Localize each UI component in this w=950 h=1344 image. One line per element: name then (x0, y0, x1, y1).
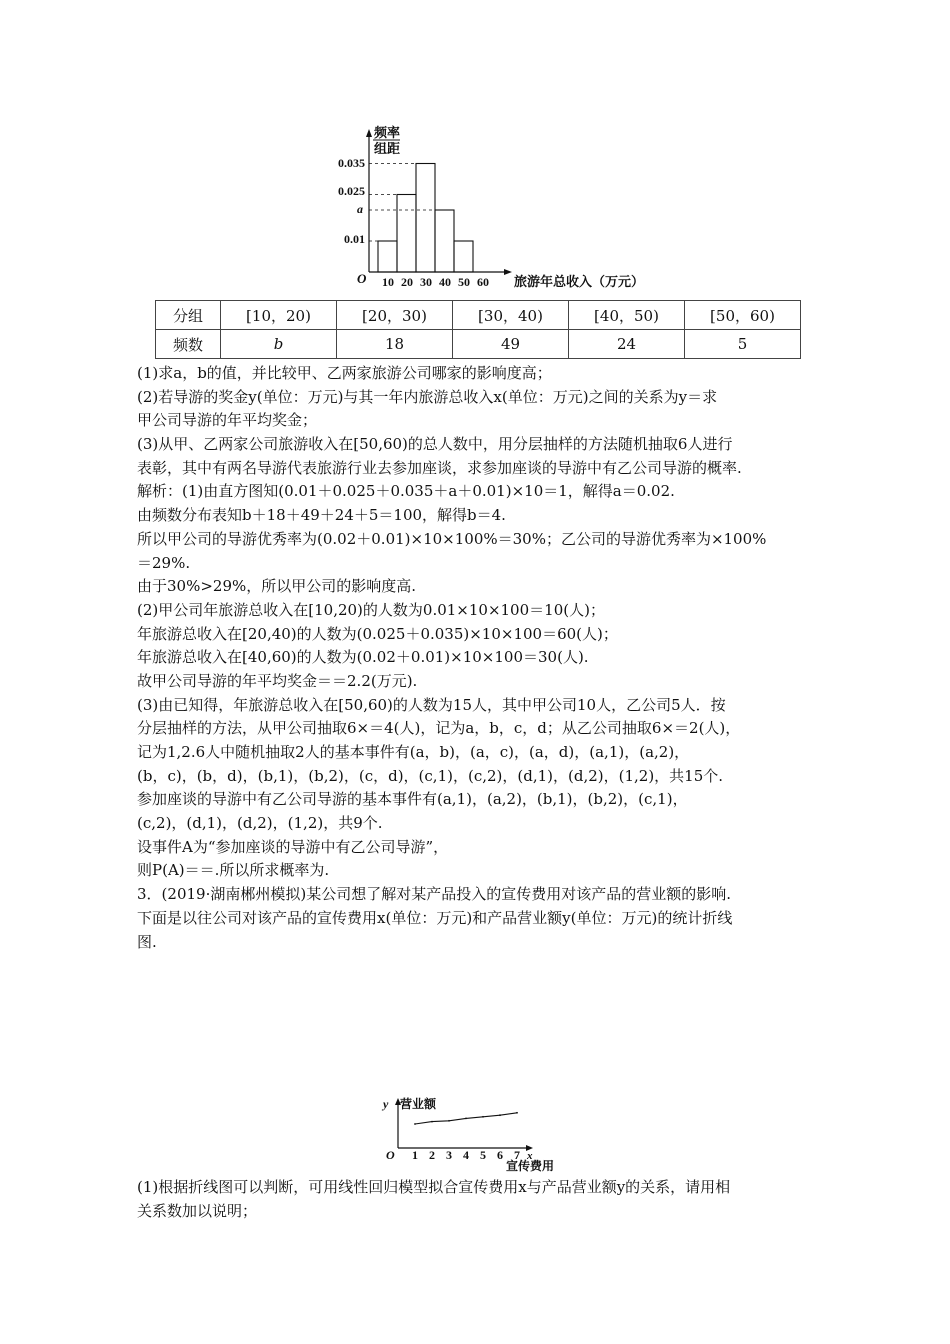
hist-tick-x-4: 50 (458, 275, 470, 289)
problem-3-line-2: 下面是以往公司对该产品的宣传费用x(单位：万元)和产品营业额y(单位：万元)的统计折线 (137, 908, 733, 927)
sales-line-chart (378, 1090, 578, 1173)
hist-x-label: 旅游年总收入（万元） (514, 274, 645, 289)
hist-bar (435, 210, 454, 272)
hist-tick-y-2: a (357, 202, 363, 216)
table-cell: [10，20) (221, 301, 337, 330)
table-cell: [20，30) (337, 301, 453, 330)
line-tick-x-1: 2 (429, 1148, 435, 1162)
solution-text (137, 362, 827, 954)
hist-origin: O (357, 271, 367, 286)
problem-3-question-1-line-1: (1)根据折线图可以判断，可用线性回归模型拟合宣传费用x与产品营业额y的关系，请用相 (137, 1178, 731, 1196)
hist-tick-x-1: 20 (401, 275, 413, 289)
solution-line: (3)由已知得，年旅游总收入在[50,60)的人数为15人，其中甲公司10人，乙公司5人．按 (137, 695, 726, 714)
table-cell: [40，50) (569, 301, 685, 330)
hist-bar (378, 241, 397, 272)
hist-tick-x-2: 30 (420, 275, 432, 289)
line-x-label: 宣传费用 (506, 1159, 555, 1173)
sales-data-point (516, 1112, 518, 1114)
table-row (156, 330, 801, 359)
table-cell: b (221, 330, 337, 359)
question-1: (1)求a，b的值，并比较甲、乙两家旅游公司哪家的影响度高； (137, 364, 552, 382)
line-origin: O (386, 1148, 395, 1162)
solution-line: 参加座谈的导游中有乙公司导游的基本事件有(a,1)，(a,2)，(b,1)，(b,2)，(c,1)， (137, 790, 688, 809)
hist-tick-y-3: 0.01 (344, 232, 365, 246)
sales-data-point (414, 1123, 416, 1125)
line-y-axis-name: y (383, 1097, 389, 1111)
solution-line: 所以甲公司的导游优秀率为(0.02＋0.01)×10×100%＝30%；乙公司的导游优秀率为×100% (137, 529, 767, 548)
line-tick-x-3: 4 (463, 1148, 469, 1162)
line-tick-x-2: 3 (446, 1148, 452, 1162)
hist-bar (416, 164, 435, 273)
hist-ylabel-top: 频率 (374, 125, 401, 140)
hist-tick-x-3: 40 (439, 275, 451, 289)
hist-x-arrow (504, 269, 512, 275)
solution-line: 年旅游总收入在[20,40)的人数为(0.025＋0.035)×10×100＝60(人)； (137, 624, 618, 643)
hist-y-arrow (366, 129, 372, 137)
problem-3-line-3: 图. (137, 932, 157, 951)
hist-tick-y-1: 0.025 (338, 184, 365, 198)
table-cell: [50，60) (685, 301, 801, 330)
solution-line: 则P(A)＝＝.所以所求概率为. (137, 861, 330, 880)
question-3-line-1: (3)从甲、乙两家公司旅游收入在[50,60)的总人数中，用分层抽样的方法随机抽取6人进行 (137, 435, 733, 454)
solution-line: (c,2)，(d,1)，(d,2)，(1,2)，共9个. (137, 814, 383, 833)
sales-data-point (448, 1120, 450, 1122)
line-tick-x-0: 1 (412, 1148, 418, 1162)
hist-tick-y-0: 0.035 (338, 156, 365, 170)
hist-tick-x-5: 60 (477, 275, 489, 289)
solution-line: 记为1,2.6人中随机抽取2人的基本事件有(a，b)，(a，c)，(a，d)，(a,1)，(a,2)， (137, 743, 690, 761)
solution-line: 年旅游总收入在[40,60)的人数为(0.02＋0.01)×10×100＝30(人). (137, 648, 589, 667)
sales-data-point (482, 1116, 484, 1118)
table-row (156, 301, 801, 330)
solution-line: (b，c)，(b，d)，(b,1)，(b,2)，(c，d)，(c,1)，(c,2)，(d,1)，(d,2)，(1,2)，共15个. (137, 766, 724, 785)
solution-line: (2)甲公司年旅游总收入在[10,20)的人数为0.01×10×100＝10(人)； (137, 600, 605, 619)
table-header-cell: 频数 (156, 330, 221, 359)
sales-data-point (499, 1114, 501, 1116)
sales-data-point (431, 1121, 433, 1123)
question-2-line-1: (2)若导游的奖金y(单位：万元)与其一年内旅游总收入x(单位：万元)之间的关系为y＝求 (137, 387, 718, 406)
problem-3-line-1: 3．(2019·湖南郴州模拟)某公司想了解对某产品投入的宣传费用对该产品的营业额的影响. (137, 885, 731, 904)
line-tick-x-6: 7 (514, 1148, 520, 1162)
problem-3-question-1-line-2: 关系数加以说明； (137, 1201, 258, 1220)
question-2-line-2: 甲公司导游的年平均奖金； (137, 411, 318, 430)
hist-tick-x-0: 10 (382, 275, 394, 289)
hist-bar (454, 241, 473, 272)
line-tick-x-5: 6 (497, 1148, 503, 1162)
table-cell: 49 (453, 330, 569, 359)
line-y-label: 营业额 (400, 1097, 437, 1111)
table-cell: 5 (685, 330, 801, 359)
problem-3-questions (137, 1176, 827, 1223)
solution-line: ＝29%. (137, 553, 191, 572)
solution-line: 由频数分布表知b＋18＋49＋24＋5＝100，解得b＝4. (137, 506, 506, 525)
line-x-axis-name: x (527, 1150, 533, 1162)
table-cell: 24 (569, 330, 685, 359)
table-cell: 18 (337, 330, 453, 359)
table-cell: [30，40) (453, 301, 569, 330)
question-3-line-2: 表彰，其中有两名导游代表旅游行业去参加座谈，求参加座谈的导游中有乙公司导游的概率. (137, 458, 742, 477)
hist-bar (397, 195, 416, 273)
frequency-table (155, 300, 801, 359)
sales-data-point (465, 1118, 467, 1120)
table-header-cell: 分组 (156, 301, 221, 330)
frequency-histogram (330, 120, 645, 295)
solution-line: 设事件A为“参加座谈的导游中有乙公司导游”， (137, 837, 449, 856)
solution-line: 故甲公司导游的年平均奖金＝＝2.2(万元). (137, 671, 418, 690)
line-tick-x-4: 5 (480, 1148, 486, 1162)
solution-line: 解析：(1)由直方图知(0.01＋0.025＋0.035＋a＋0.01)×10＝1，解得a＝0.02. (137, 482, 675, 501)
solution-line: 由于30%>29%，所以甲公司的影响度高. (137, 577, 417, 596)
solution-line: 分层抽样的方法，从甲公司抽取6×＝4(人)，记为a，b，c，d；从乙公司抽取6×＝2(人)， (137, 719, 741, 738)
hist-ylabel-bottom: 组距 (374, 141, 401, 156)
